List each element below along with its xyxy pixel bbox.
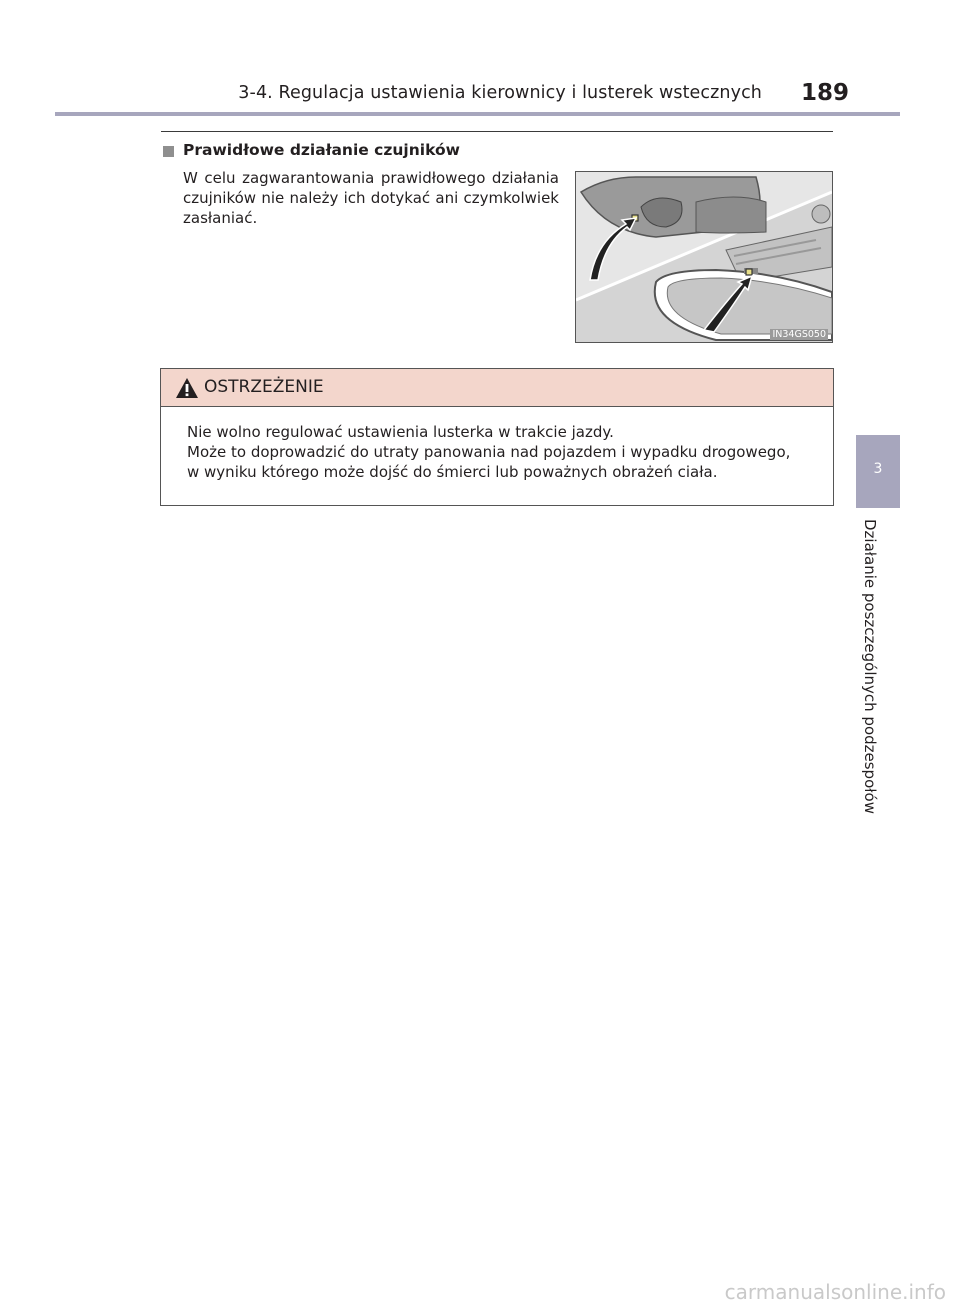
section-body-text: W celu zagwarantowania prawidłowego działania czujników nie należy ich dotykać ani czymkolwiek zasłaniać.	[183, 169, 559, 227]
chapter-label: Działanie poszczególnych podzespołów	[861, 519, 879, 814]
chapter-tab	[856, 435, 900, 508]
sensor-figure	[575, 171, 833, 343]
watermark: carmanualsonline.info	[724, 1280, 946, 1304]
mirror-illustration	[576, 172, 832, 342]
warning-line: Nie wolno regulować ustawienia lusterka w trakcie jazdy.	[187, 423, 614, 441]
section-heading: Prawidłowe działanie czujników	[183, 141, 460, 159]
section-divider	[161, 131, 833, 132]
figure-code: IN34GS050	[772, 329, 826, 340]
warning-box	[160, 368, 834, 506]
header-rule	[55, 112, 900, 116]
lower-sensor-marker	[746, 269, 752, 275]
running-header-title: 3-4. Regulacja ustawienia kierownicy i lusterek wstecznych	[238, 83, 762, 103]
warning-triangle-icon	[175, 377, 199, 399]
chapter-number: 3	[873, 461, 883, 477]
warning-title: OSTRZEŻENIE	[204, 377, 324, 397]
warning-body	[187, 422, 827, 482]
section-bullet-icon	[163, 146, 174, 157]
warning-line: w wyniku którego może dojść do śmierci lub poważnych obrażeń ciała.	[187, 463, 718, 481]
warning-line: Może to doprowadzić do utraty panowania nad pojazdem i wypadku drogowego,	[187, 443, 791, 461]
warning-header	[161, 369, 833, 407]
page-number: 189	[801, 80, 850, 106]
